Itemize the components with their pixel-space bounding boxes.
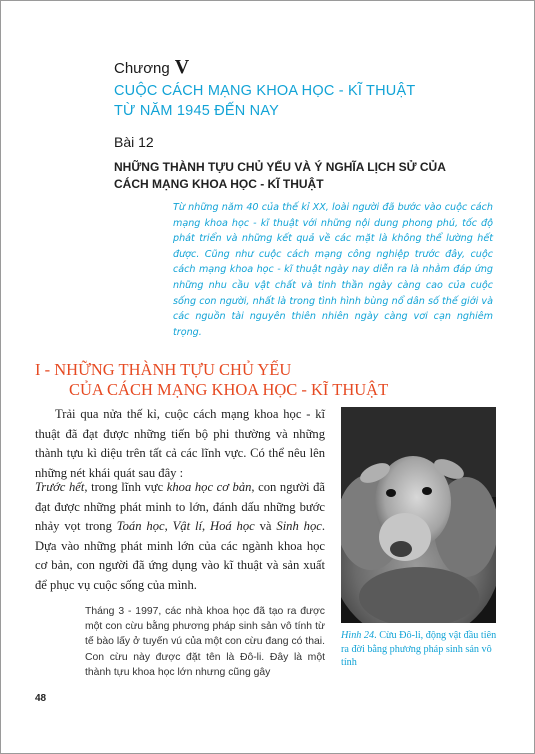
section-heading	[35, 360, 495, 400]
body-text: , con người đã đạt được những phát minh to lớn, đánh dấu những bước nhảy vọt trong	[35, 480, 325, 534]
body-text: , trong lĩnh vực	[84, 480, 167, 494]
chapter-number: V	[174, 56, 190, 78]
body-text: . Dựa vào những phát minh lớn của các ngành khoa học cơ bản, con người đã ứng dụng vào kĩ thuật và sản xuất để phục vụ cuộc sống của mình.	[35, 519, 325, 592]
lesson-title-line1: NHỮNG THÀNH TỰU CHỦ YẾU VÀ Ý NGHĨA LỊCH SỬ CỦA	[114, 160, 446, 174]
page-number: 48	[35, 693, 47, 704]
emphasis-text: Hoá học	[210, 519, 255, 534]
chapter-heading	[114, 56, 189, 79]
chapter-label: Chương	[114, 60, 170, 77]
chapter-title	[114, 81, 494, 121]
section-heading-line2: CỦA CÁCH MẠNG KHOA HỌC - KĨ THUẬT	[69, 380, 389, 399]
figure-caption-text: . Cừu Đô-li, động vật đầu tiên ra đời bằng phương pháp sinh sản vô tính	[341, 630, 497, 668]
emphasis-text: Sinh học	[276, 519, 322, 534]
emphasis-text: Toán học	[116, 519, 165, 534]
lesson-number: Bài 12	[114, 134, 154, 150]
body-text: ,	[201, 519, 210, 534]
body-text: và	[254, 519, 277, 534]
body-paragraph-2	[35, 478, 325, 596]
dolly-sheep-photo	[341, 407, 496, 623]
body-text: ,	[164, 519, 173, 534]
body-paragraph-1: Trải qua nửa thế kỉ, cuộc cách mạng khoa học - kĩ thuật đã đạt được những tiến bộ phi thường và những thành tựu kì diệu trên tất cả các lĩnh vực. Có thể nêu lên những nét khái quát sau đây :	[35, 407, 325, 480]
section-heading-line1: I - NHỮNG THÀNH TỰU CHỦ YẾU	[35, 360, 292, 379]
emphasis-text: khoa học cơ bản	[166, 480, 252, 494]
sheep-image	[341, 407, 496, 623]
figure-label: Hình 24	[341, 630, 375, 641]
body-paragraph-3: Tháng 3 - 1997, các nhà khoa học đã tạo ra được một con cừu bằng phương pháp sinh sản vô tính từ tế bào lấy ở tuyến vú của một con cừu đang có thai. Con cừu này được đặt tên là Đô-li. Đây là một thành tựu khoa học lớn nhưng cũng gây	[85, 606, 325, 678]
chapter-title-line1: CUỘC CÁCH MẠNG KHOA HỌC - KĨ THUẬT	[114, 83, 416, 99]
lesson-title-line2: CÁCH MẠNG KHOA HỌC - KĨ THUẬT	[114, 177, 324, 191]
emphasis-text: Trước hết	[35, 480, 85, 494]
figure-caption	[341, 629, 501, 670]
lesson-intro: Từ những năm 40 của thế kỉ XX, loài người đã bước vào cuộc cách mạng khoa học - kĩ thuật với những nội dung phong phú, tốc độ phát triển và những kết quả về các mặt là không thể lường hết được. Cũng như cuộc cách mạng công nghiệp trước đây, cuộc cách mạng khoa học - kĩ thuật ngày nay diễn ra là nhằm đáp ứng những nhu cầu vật chất và tinh thần ngày càng cao của cuộc sống con người, nhất là trong tình hình bùng nổ dân số thế giới và các nguồn tài nguyên thiên nhiên ngày càng vơi cạn nghiêm trọng.	[173, 202, 493, 338]
lesson-title	[114, 159, 494, 193]
emphasis-text: Vật lí	[172, 519, 202, 534]
chapter-title-line2: TỪ NĂM 1945 ĐẾN NAY	[114, 103, 279, 119]
